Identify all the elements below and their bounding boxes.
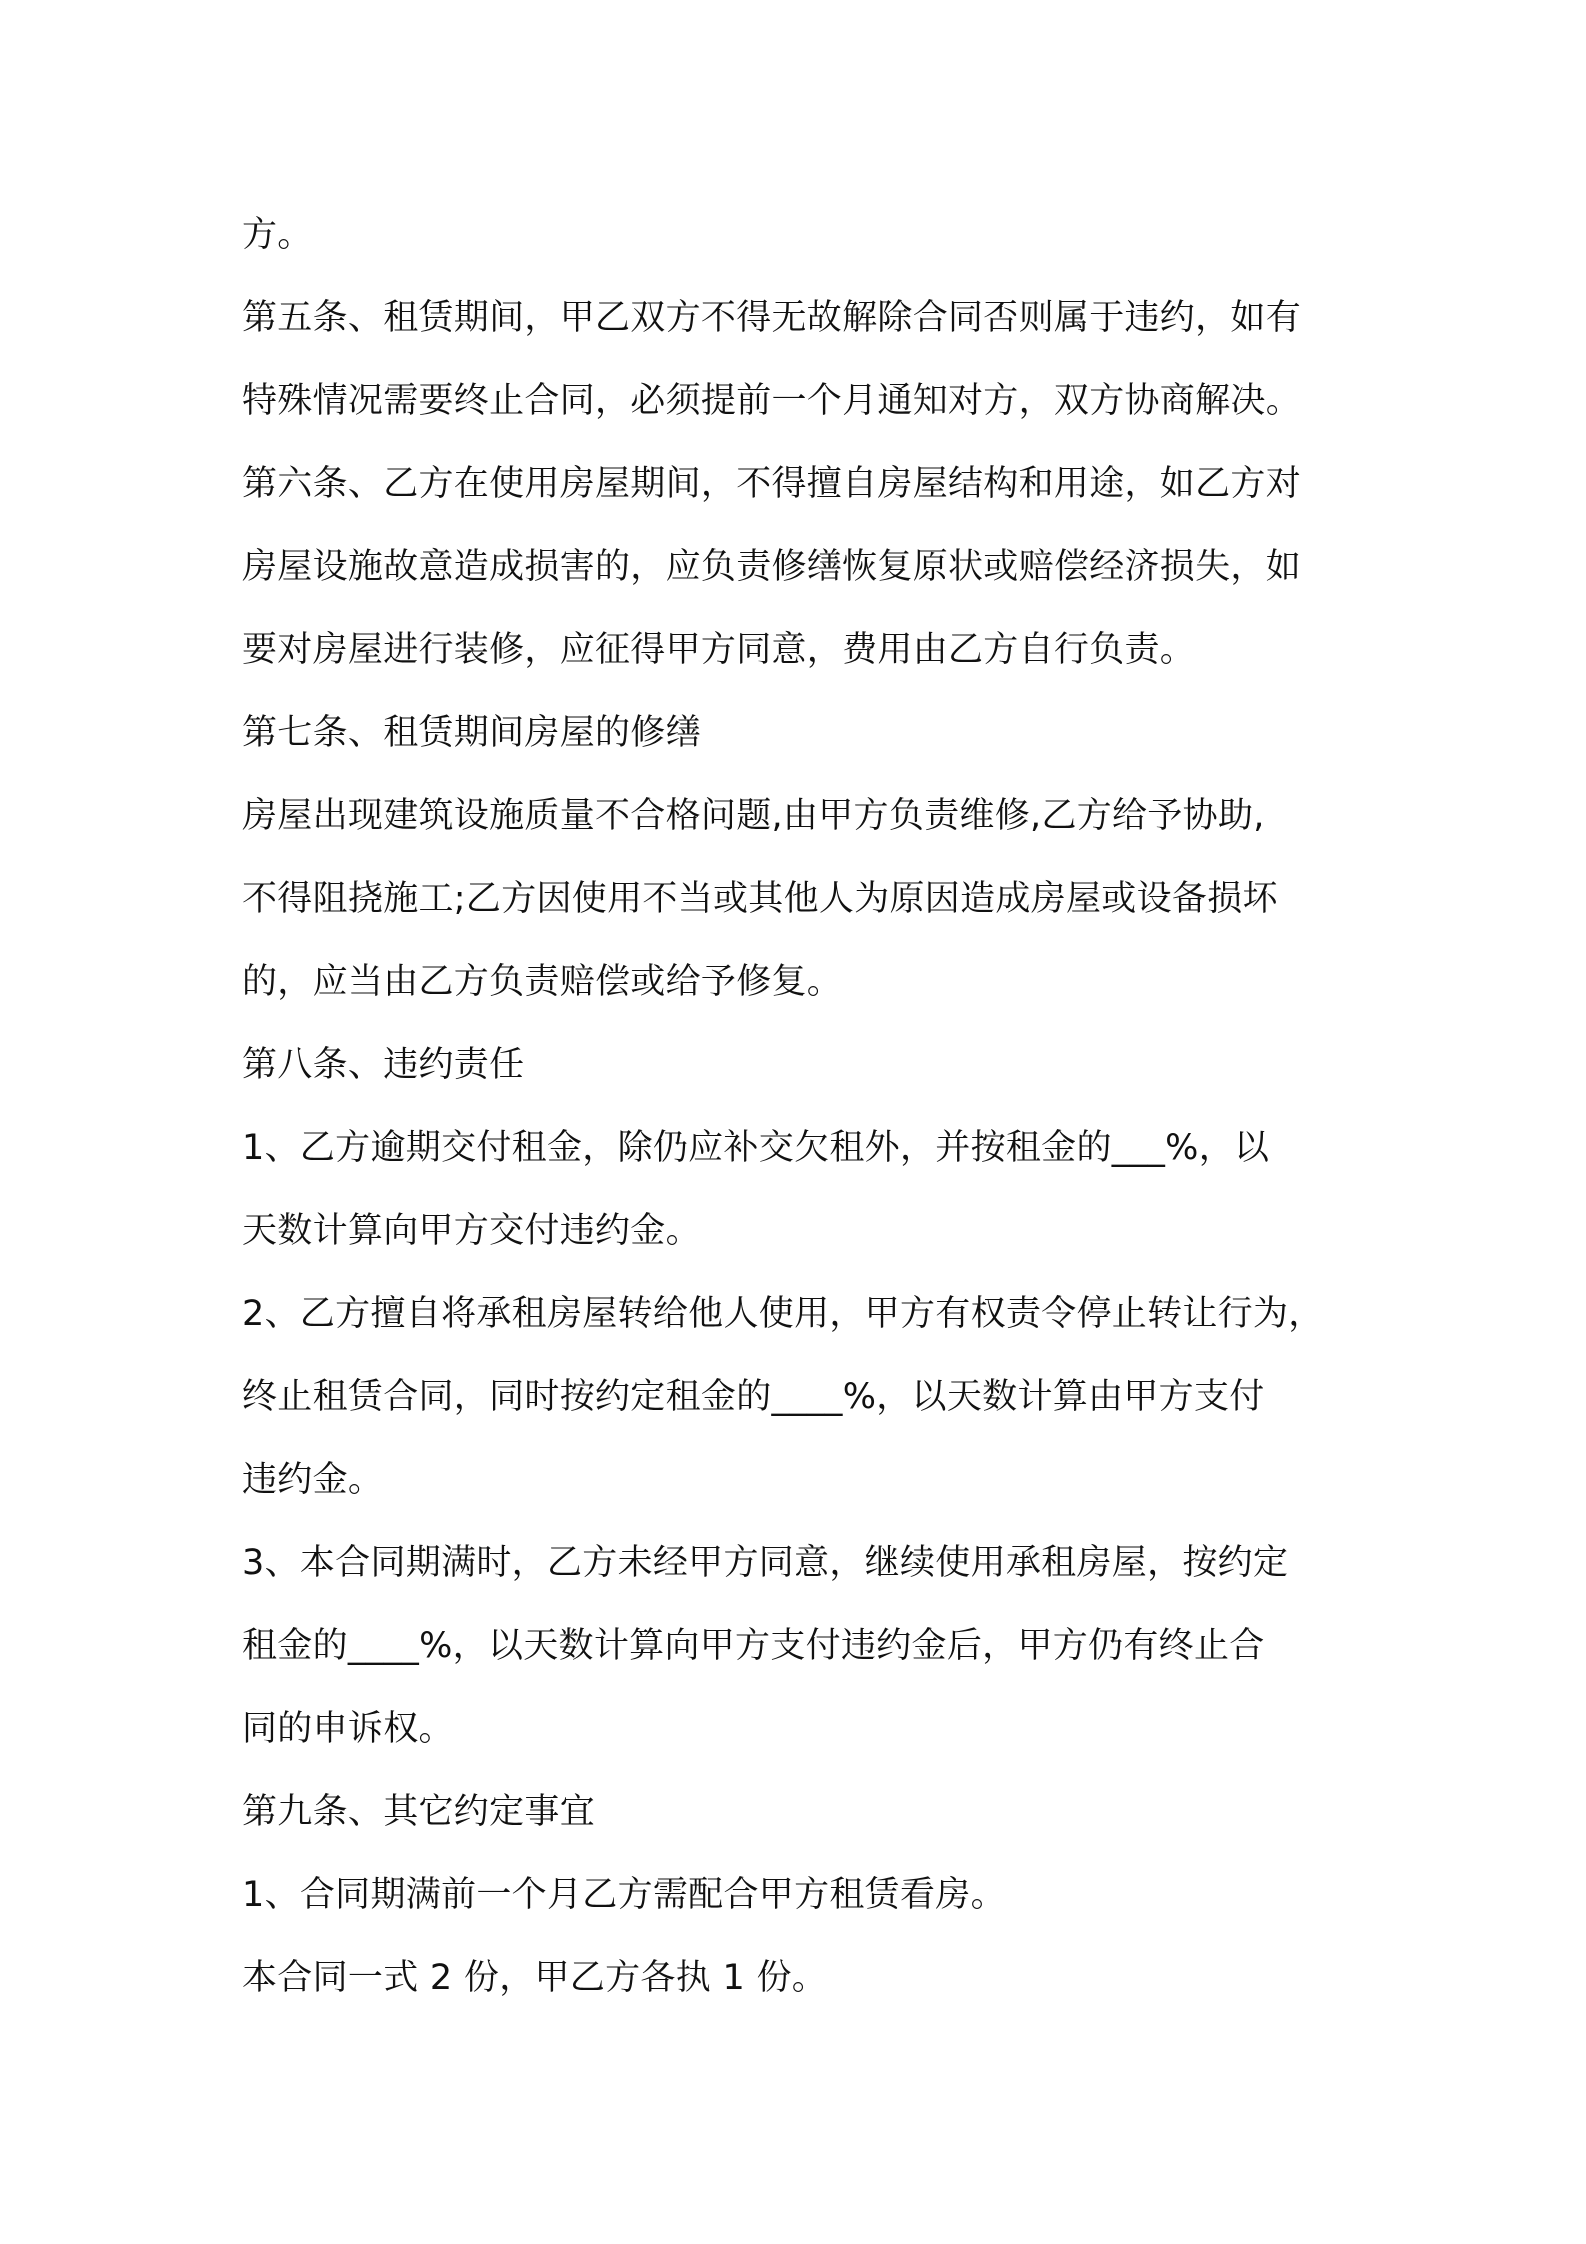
text-line: 终止租赁合同，同时按约定租金的____%，以天数计算由甲方支付 — [242, 1377, 1265, 1417]
text-line: 方。 — [242, 215, 313, 255]
section-heading: 第九条、其它约定事宜 — [242, 1792, 596, 1832]
text-line: 房屋设施故意造成损害的，应负责修缮恢复原状或赔偿经济损失，如 — [242, 547, 1302, 587]
text-line: 不得阻挠施工;乙方因使用不当或其他人为原因造成房屋或设备损坏 — [242, 879, 1278, 919]
text-line: 天数计算向甲方交付违约金。 — [242, 1211, 701, 1251]
text-line: 3、本合同期满时，乙方未经甲方同意，继续使用承租房屋，按约定 — [242, 1543, 1289, 1583]
document-body — [242, 194, 1382, 2020]
text-line: 1、合同期满前一个月乙方需配合甲方租赁看房。 — [242, 1875, 1006, 1915]
text-line: 第六条、乙方在使用房屋期间，不得擅自房屋结构和用途，如乙方对 — [242, 464, 1302, 504]
text-line: 第五条、租赁期间，甲乙双方不得无故解除合同否则属于违约，如有 — [242, 298, 1302, 338]
text-line: 房屋出现建筑设施质量不合格问题,由甲方负责维修,乙方给予协助, — [242, 796, 1265, 836]
text-line: 2、乙方擅自将承租房屋转给他人使用，甲方有权责令停止转让行为， — [242, 1294, 1324, 1334]
text-line: 的，应当由乙方负责赔偿或给予修复。 — [242, 962, 843, 1002]
text-line: 同的申诉权。 — [242, 1709, 454, 1749]
section-heading: 第八条、违约责任 — [242, 1045, 525, 1085]
text-line: 租金的____%，以天数计算向甲方支付违约金后，甲方仍有终止合 — [242, 1626, 1265, 1666]
text-line: 1、乙方逾期交付租金，除仍应补交欠租外，并按租金的___%，以 — [242, 1128, 1270, 1168]
text-line: 违约金。 — [242, 1460, 384, 1500]
text-line: 要对房屋进行装修，应征得甲方同意，费用由乙方自行负责。 — [242, 630, 1196, 670]
section-heading: 第七条、租赁期间房屋的修缮 — [242, 713, 701, 753]
text-line: 特殊情况需要终止合同，必须提前一个月通知对方，双方协商解决。 — [242, 381, 1302, 421]
text-line: 本合同一式 2 份，甲乙方各执 1 份。 — [242, 1958, 828, 1998]
